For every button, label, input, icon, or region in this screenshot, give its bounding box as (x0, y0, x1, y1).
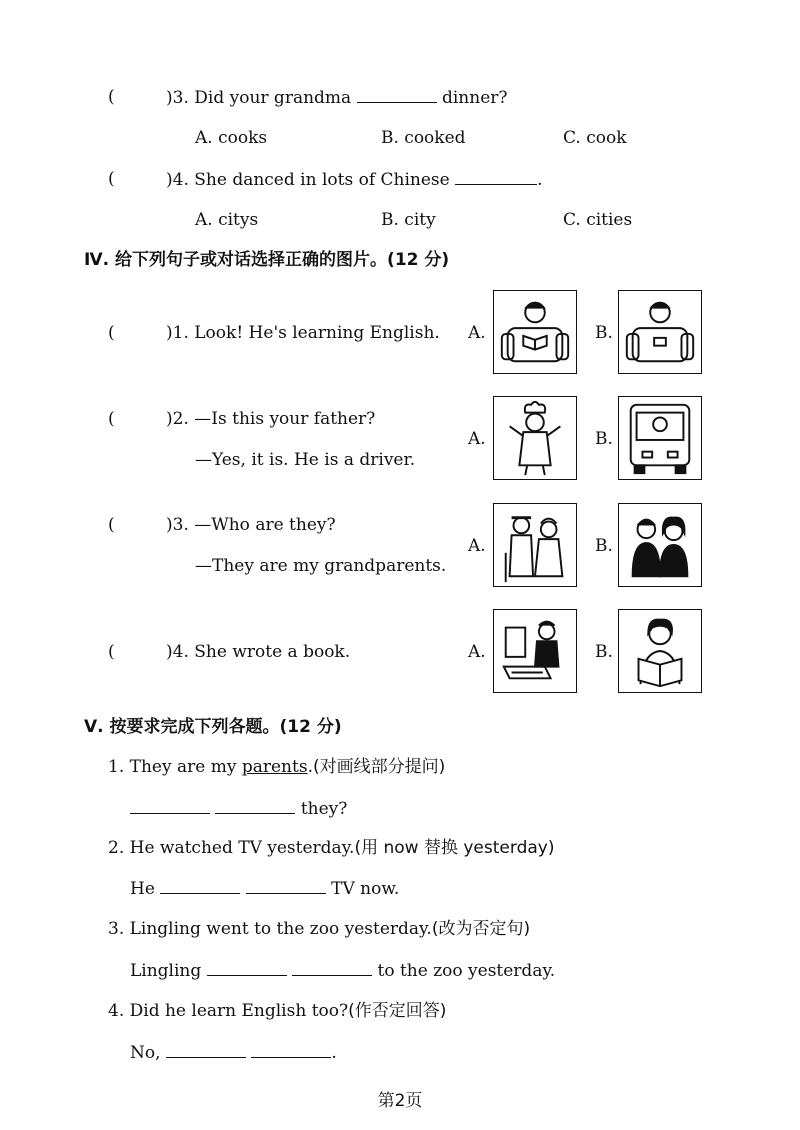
option-b-label: B. (595, 429, 613, 449)
answer-paren-open: ( (108, 515, 115, 535)
option-b: B. city (381, 210, 436, 230)
answer-blank[interactable] (207, 959, 287, 976)
answer-paren-open: ( (108, 87, 115, 107)
option-a-label: A. (468, 323, 486, 343)
option-a-label: A. (468, 536, 486, 556)
girl-reading-book-icon[interactable] (618, 609, 702, 693)
dialogue-reply: —They are my grandparents. (195, 556, 447, 576)
chef-icon[interactable] (493, 396, 577, 480)
answer-blank[interactable] (215, 797, 295, 814)
answer-paren-open: ( (108, 169, 115, 189)
boy-reading-armchair-icon[interactable] (493, 290, 577, 374)
dialogue-reply: —Yes, it is. He is a driver. (195, 450, 416, 470)
option-b-label: B. (595, 642, 613, 662)
bus-driver-icon[interactable] (618, 396, 702, 480)
transform-question-2: 2. He watched TV yesterday.(用 now 替换 yesterday) (108, 838, 555, 858)
answer-line-2: He TV now. (130, 879, 400, 899)
section-4-title: Ⅳ. 给下列句子或对话选择正确的图片。(12 分) (84, 250, 450, 270)
picture-question-3: )3. —Who are they? (166, 515, 336, 535)
answer-line-1: they? (130, 797, 347, 820)
answer-paren-open: ( (108, 642, 115, 662)
answer-blank[interactable] (166, 1041, 246, 1058)
answer-line-4: No, . (130, 1043, 337, 1063)
underlined-word: parents (241, 757, 308, 777)
transform-question-3: 3. Lingling went to the zoo yesterday.(改为否定句) (108, 919, 531, 939)
answer-blank[interactable] (246, 877, 326, 894)
young-couple-icon[interactable] (618, 503, 702, 587)
option-a-label: A. (468, 642, 486, 662)
grandparents-icon[interactable] (493, 503, 577, 587)
option-c: C. cook (563, 128, 627, 148)
answer-line-3: Lingling to the zoo yesterday. (130, 961, 556, 981)
boy-armchair-icon[interactable] (618, 290, 702, 374)
option-a: A. cooks (195, 128, 268, 148)
question-3: )3. Did your grandma dinner? (166, 88, 508, 108)
question-4: )4. She danced in lots of Chinese . (166, 170, 543, 190)
answer-blank[interactable] (251, 1041, 331, 1058)
picture-question-4: )4. She wrote a book. (166, 642, 351, 662)
answer-blank[interactable] (130, 797, 210, 814)
answer-paren-open: ( (108, 323, 115, 343)
answer-blank[interactable] (292, 959, 372, 976)
woman-typing-icon[interactable] (493, 609, 577, 693)
answer-paren-open: ( (108, 409, 115, 429)
transform-question-1: 1. They are my parents.(对画线部分提问) (108, 757, 446, 777)
transform-question-4: 4. Did he learn English too?(作否定回答) (108, 1001, 447, 1021)
answer-blank[interactable] (455, 168, 537, 185)
option-b-label: B. (595, 536, 613, 556)
picture-question-2: )2. —Is this your father? (166, 409, 376, 429)
option-a-label: A. (468, 429, 486, 449)
picture-question-1: )1. Look! He's learning English. (166, 323, 440, 343)
answer-blank[interactable] (357, 86, 437, 103)
option-c: C. cities (563, 210, 633, 230)
page-number: 第2页 (377, 1091, 423, 1111)
answer-blank[interactable] (160, 877, 240, 894)
option-b-label: B. (595, 323, 613, 343)
section-5-title: Ⅴ. 按要求完成下列各题。(12 分) (84, 717, 342, 737)
option-b: B. cooked (381, 128, 466, 148)
option-a: A. citys (195, 210, 259, 230)
